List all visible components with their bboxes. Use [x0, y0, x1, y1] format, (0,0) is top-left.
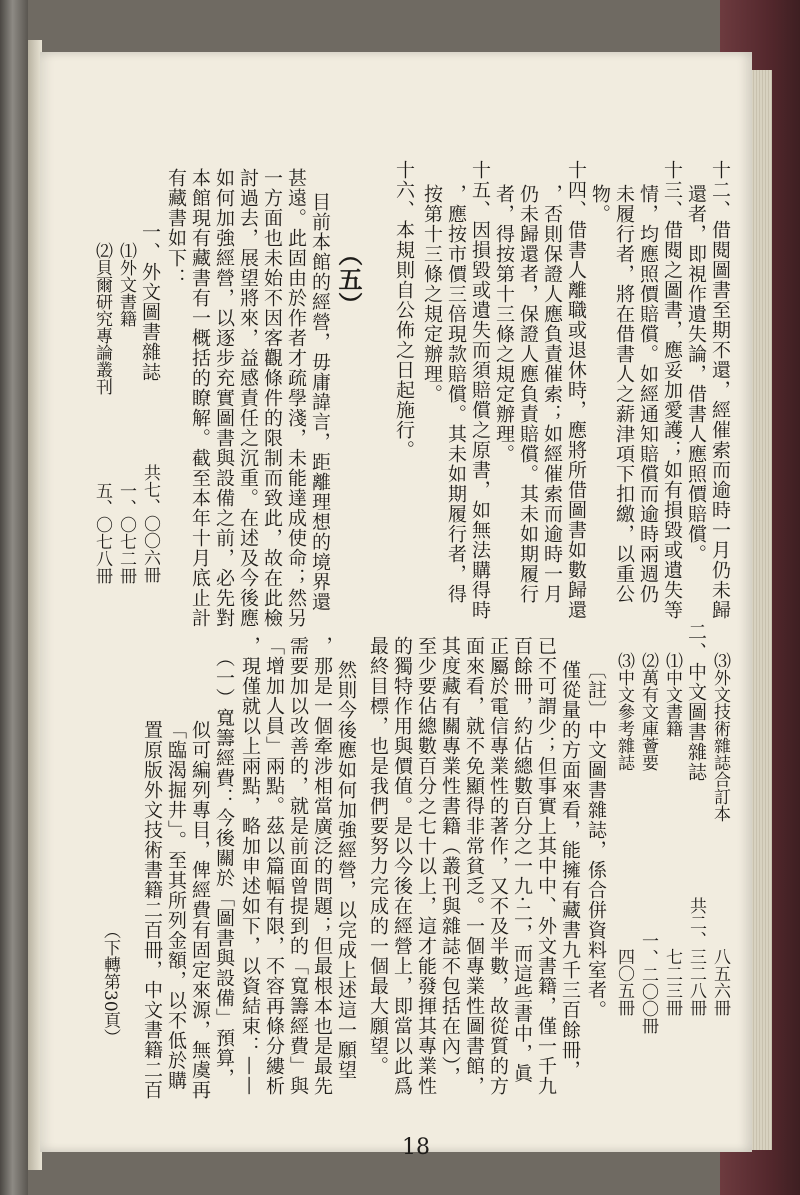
text-column: 物。: [589, 184, 611, 224]
note-column: 〔註〕中文圖書雜誌，係合併資料室者。: [585, 660, 607, 1020]
list-item: ⑴中文書籍: [662, 652, 682, 737]
text-column: 十五、因損毀或遺失而須賠償之原書，如無法購得時: [469, 160, 491, 620]
list-item: ⑶中文參考雜誌: [614, 652, 634, 771]
continued-note: （下轉第30頁）: [100, 922, 120, 1046]
volume-count: 一、二〇〇冊: [638, 932, 658, 1034]
volume-count: 四〇五冊: [614, 948, 634, 1016]
text-column: 其度藏有關專業性書籍（叢刊與雜誌不包括在內），: [439, 636, 461, 1087]
text-column: 還者，即視作遺失論，借書人應照價賠償。: [685, 184, 707, 564]
text-column: 者，得按第十三條之規定辦理。: [493, 184, 515, 464]
text-column: 如何加強經營，以逐步充實圖書與設備之前，必先對: [213, 168, 235, 628]
list-item: ⑴外文書籍: [116, 242, 136, 327]
text-column: ，應按市價三倍現款賠償。其未如期履行者，得: [445, 184, 467, 604]
text-column: 十二、借閱圖書至期不還，經催索而逾時一月仍未歸: [709, 160, 731, 620]
list-item: 二、中文圖書雜誌: [685, 622, 707, 782]
text-column: 至少要佔總數百分之七十以上，這才能發揮其專業性: [415, 636, 437, 1096]
text-column: 僅從量的方面來看，能擁有藏書九千三百餘冊，: [559, 660, 581, 1080]
list-item: 一、外文圖書雜誌: [139, 222, 161, 382]
text-column: 似可編列專目，俾經費有固定來源，無虞再: [189, 720, 211, 1100]
text-column: 情，均應照價賠償。如經通知賠償而逾時兩週仍: [637, 184, 659, 604]
volume-count: 一、〇七二冊: [116, 482, 136, 584]
text-column: 按第十三條之規定辦理。: [421, 184, 443, 404]
document-page: [40, 52, 752, 1160]
text-column: 已不可謂少；但事實上其中中、外文書籍，僅一千九: [535, 636, 557, 1096]
volume-count: 共二、三二八冊: [686, 897, 706, 1016]
text-column: ，現僅就以上兩點，略加申述如下，以資結束：——: [239, 636, 261, 1096]
text-column: 然則今後應如何加強經營，以完成上述這一願望: [335, 660, 357, 1080]
text-column: 一方面也未始不因客觀條件的限制而致此，故在此檢: [261, 168, 283, 628]
list-item: ⑵萬有文庫薈要: [638, 652, 658, 771]
text-column: 最終目標，也是我們要努力完成的一個最大願望。: [367, 636, 389, 1076]
volume-count: 八五六冊: [710, 948, 730, 1016]
text-column: 十三、借閱之圖書，應妥加愛護；如有損毀或遺失等: [661, 160, 683, 620]
text-column: 甚遠。此固由於作者才疏學淺，未能達成使命；然另: [285, 168, 307, 628]
book-binding: [0, 0, 28, 1195]
section-heading: （五）: [334, 242, 363, 317]
volume-count: 七二三冊: [662, 948, 682, 1016]
volume-count: 共七、〇〇六冊: [140, 464, 160, 583]
volume-count: 五、〇七八冊: [92, 482, 112, 584]
text-column: 仍未歸還者，保證人應負責賠償。其未如期履行: [517, 184, 539, 604]
text-column: 「臨渴掘井」。至其所列金額，以不低於購: [165, 720, 187, 1091]
list-item: ⑶外文技術雜誌合訂本: [710, 652, 730, 822]
text-column: 十六、本規則自公佈之日起施行。: [393, 160, 415, 460]
text-column: ，否則保證人應負責催索；如經催索而逾時一月: [541, 184, 563, 604]
text-column: 討過去，展望將來，益感責任之沉重。在述及今後應: [237, 168, 259, 628]
text-column: ，那是一個牽涉相當廣泛的問題；但最根本也是最先: [311, 636, 333, 1096]
text-column: 百餘冊，約佔總數百分之一九·二，而這些書中，眞: [511, 636, 533, 1084]
text-column: （一）寬籌經費：今後關於「圖書與設備」預算，: [213, 648, 235, 1088]
text-column: 置原版外文技術書籍二百冊，中文書籍二百: [141, 720, 163, 1100]
text-column: 需要加以改善的，就是前面曾提到的「寬籌經費」與: [287, 636, 309, 1096]
text-column: 的獨特作用與價值。是以今後在經營上，即當以此爲: [391, 636, 413, 1096]
text-column: 正屬於電信專業性的著作，又不及半數，故從質的方: [487, 636, 509, 1096]
list-item: ⑵貝爾研究專論叢刊: [92, 242, 112, 395]
text-column: 十四、借書人離職或退休時，應將所借圖書如數歸還: [565, 160, 587, 620]
text-column: 面來看，就不免顯得非常貧乏。一個專業性圖書館，: [463, 636, 485, 1096]
text-column: 未履行者，將在借書人之薪津項下扣繳，以重公: [613, 184, 635, 604]
text-column: 目前本館的經營，毋庸諱言，距離理想的境界還: [309, 192, 331, 612]
text-column: 「增加人員」兩點。茲以篇幅有限，不容再條分縷析: [263, 636, 285, 1096]
page-number: 18: [402, 1135, 430, 1160]
text-column: 有藏書如下：: [165, 168, 187, 288]
text-column: 本館現有藏書有一概括的瞭解。截至本年十月底止計: [189, 168, 211, 628]
